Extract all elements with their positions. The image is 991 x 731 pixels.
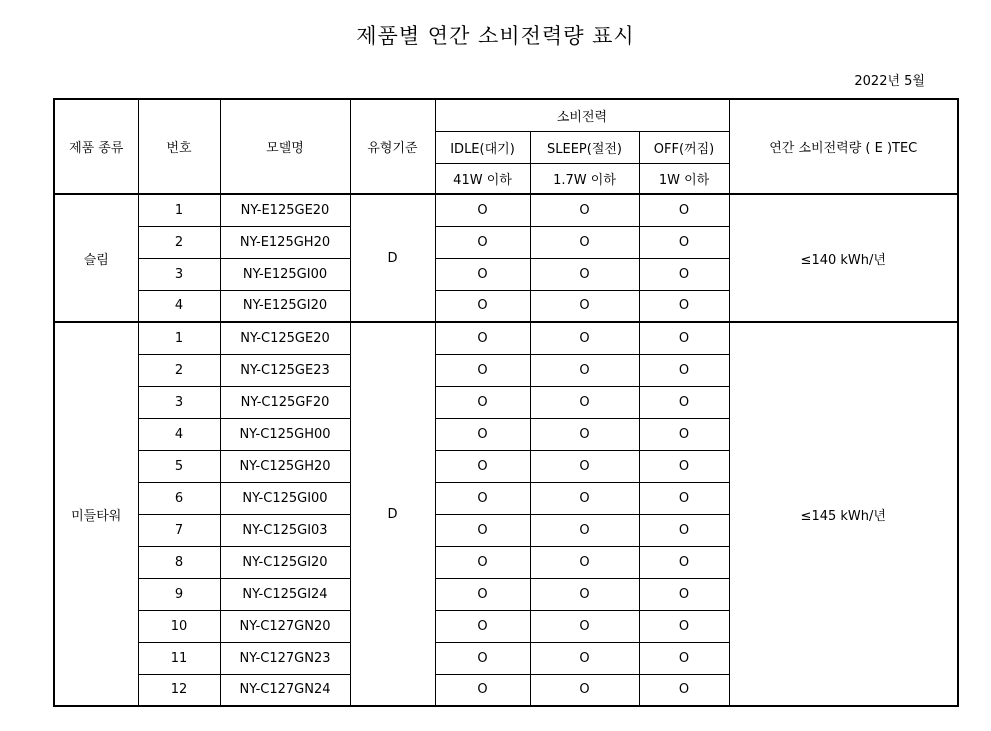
- row-sleep-mark: O: [530, 226, 639, 258]
- row-idle-mark: O: [435, 194, 530, 226]
- header-number: 번호: [138, 99, 220, 194]
- group-annual: ≤140 kWh/년: [729, 194, 958, 322]
- row-model: NY-C127GN20: [220, 610, 350, 642]
- group-slim: [54, 194, 958, 322]
- row-model: NY-E125GE20: [220, 194, 350, 226]
- row-number: 2: [138, 354, 220, 386]
- group-middle-tower: [54, 322, 958, 706]
- row-sleep-mark: O: [530, 418, 639, 450]
- row-idle-mark: O: [435, 322, 530, 354]
- row-off-mark: O: [639, 450, 729, 482]
- row-model: NY-C125GI24: [220, 578, 350, 610]
- row-off-mark: O: [639, 258, 729, 290]
- row-off-mark: O: [639, 322, 729, 354]
- row-idle-mark: O: [435, 674, 530, 706]
- row-number: 2: [138, 226, 220, 258]
- row-sleep-mark: O: [530, 258, 639, 290]
- table-row: [54, 322, 958, 354]
- document-date: 2022년 5월: [854, 74, 925, 89]
- row-model: NY-C125GE20: [220, 322, 350, 354]
- header-off-limit: 1W 이하: [639, 163, 729, 194]
- row-off-mark: O: [639, 194, 729, 226]
- row-number: 9: [138, 578, 220, 610]
- row-idle-mark: O: [435, 226, 530, 258]
- row-number: 12: [138, 674, 220, 706]
- group-type: D: [350, 322, 435, 706]
- row-idle-mark: O: [435, 610, 530, 642]
- header-power: 소비전력: [435, 99, 729, 131]
- row-idle-mark: O: [435, 386, 530, 418]
- row-sleep-mark: O: [530, 354, 639, 386]
- row-off-mark: O: [639, 642, 729, 674]
- row-sleep-mark: O: [530, 610, 639, 642]
- row-model: NY-E125GH20: [220, 226, 350, 258]
- row-idle-mark: O: [435, 578, 530, 610]
- row-model: NY-C125GI00: [220, 482, 350, 514]
- header-annual-consumption: 연간 소비전력량 ( E )TEC: [729, 99, 958, 194]
- row-model: NY-C125GI03: [220, 514, 350, 546]
- row-sleep-mark: O: [530, 514, 639, 546]
- row-idle-mark: O: [435, 450, 530, 482]
- row-model: NY-C125GH20: [220, 450, 350, 482]
- row-off-mark: O: [639, 514, 729, 546]
- row-number: 4: [138, 418, 220, 450]
- row-off-mark: O: [639, 354, 729, 386]
- row-idle-mark: O: [435, 642, 530, 674]
- row-idle-mark: O: [435, 514, 530, 546]
- header-model: 모델명: [220, 99, 350, 194]
- row-sleep-mark: O: [530, 322, 639, 354]
- row-number: 1: [138, 322, 220, 354]
- row-sleep-mark: O: [530, 386, 639, 418]
- row-model: NY-C125GI20: [220, 546, 350, 578]
- row-off-mark: O: [639, 482, 729, 514]
- group-name: 슬림: [54, 194, 138, 322]
- row-model: NY-C125GE23: [220, 354, 350, 386]
- row-number: 11: [138, 642, 220, 674]
- group-type: D: [350, 194, 435, 322]
- group-annual: ≤145 kWh/년: [729, 322, 958, 706]
- row-off-mark: O: [639, 546, 729, 578]
- row-model: NY-C125GF20: [220, 386, 350, 418]
- row-number: 6: [138, 482, 220, 514]
- row-idle-mark: O: [435, 290, 530, 322]
- row-off-mark: O: [639, 610, 729, 642]
- table-row: [54, 194, 958, 226]
- row-sleep-mark: O: [530, 674, 639, 706]
- header-idle-limit: 41W 이하: [435, 163, 530, 194]
- row-number: 5: [138, 450, 220, 482]
- row-model: NY-C125GH00: [220, 418, 350, 450]
- row-idle-mark: O: [435, 418, 530, 450]
- row-off-mark: O: [639, 578, 729, 610]
- row-off-mark: O: [639, 226, 729, 258]
- row-sleep-mark: O: [530, 194, 639, 226]
- row-model: NY-C127GN24: [220, 674, 350, 706]
- row-number: 10: [138, 610, 220, 642]
- table-header: [54, 99, 958, 194]
- row-off-mark: O: [639, 386, 729, 418]
- row-sleep-mark: O: [530, 450, 639, 482]
- row-model: NY-C127GN23: [220, 642, 350, 674]
- row-model: NY-E125GI20: [220, 290, 350, 322]
- header-sleep-limit: 1.7W 이하: [530, 163, 639, 194]
- row-number: 8: [138, 546, 220, 578]
- header-sleep: SLEEP(절전): [530, 131, 639, 163]
- header-off: OFF(꺼짐): [639, 131, 729, 163]
- row-sleep-mark: O: [530, 482, 639, 514]
- row-number: 7: [138, 514, 220, 546]
- row-sleep-mark: O: [530, 642, 639, 674]
- row-idle-mark: O: [435, 258, 530, 290]
- header-product-type: 제품 종류: [54, 99, 138, 194]
- header-type-standard: 유형기준: [350, 99, 435, 194]
- group-name: 미들타워: [54, 322, 138, 706]
- power-consumption-table: [53, 98, 959, 707]
- row-sleep-mark: O: [530, 290, 639, 322]
- row-off-mark: O: [639, 290, 729, 322]
- row-sleep-mark: O: [530, 578, 639, 610]
- row-number: 4: [138, 290, 220, 322]
- row-number: 3: [138, 386, 220, 418]
- row-sleep-mark: O: [530, 546, 639, 578]
- row-number: 1: [138, 194, 220, 226]
- row-off-mark: O: [639, 418, 729, 450]
- row-number: 3: [138, 258, 220, 290]
- row-idle-mark: O: [435, 482, 530, 514]
- row-model: NY-E125GI00: [220, 258, 350, 290]
- row-idle-mark: O: [435, 546, 530, 578]
- header-idle: IDLE(대기): [435, 131, 530, 163]
- document-title: 제품별 연간 소비전력량 표시: [356, 24, 635, 48]
- row-idle-mark: O: [435, 354, 530, 386]
- row-off-mark: O: [639, 674, 729, 706]
